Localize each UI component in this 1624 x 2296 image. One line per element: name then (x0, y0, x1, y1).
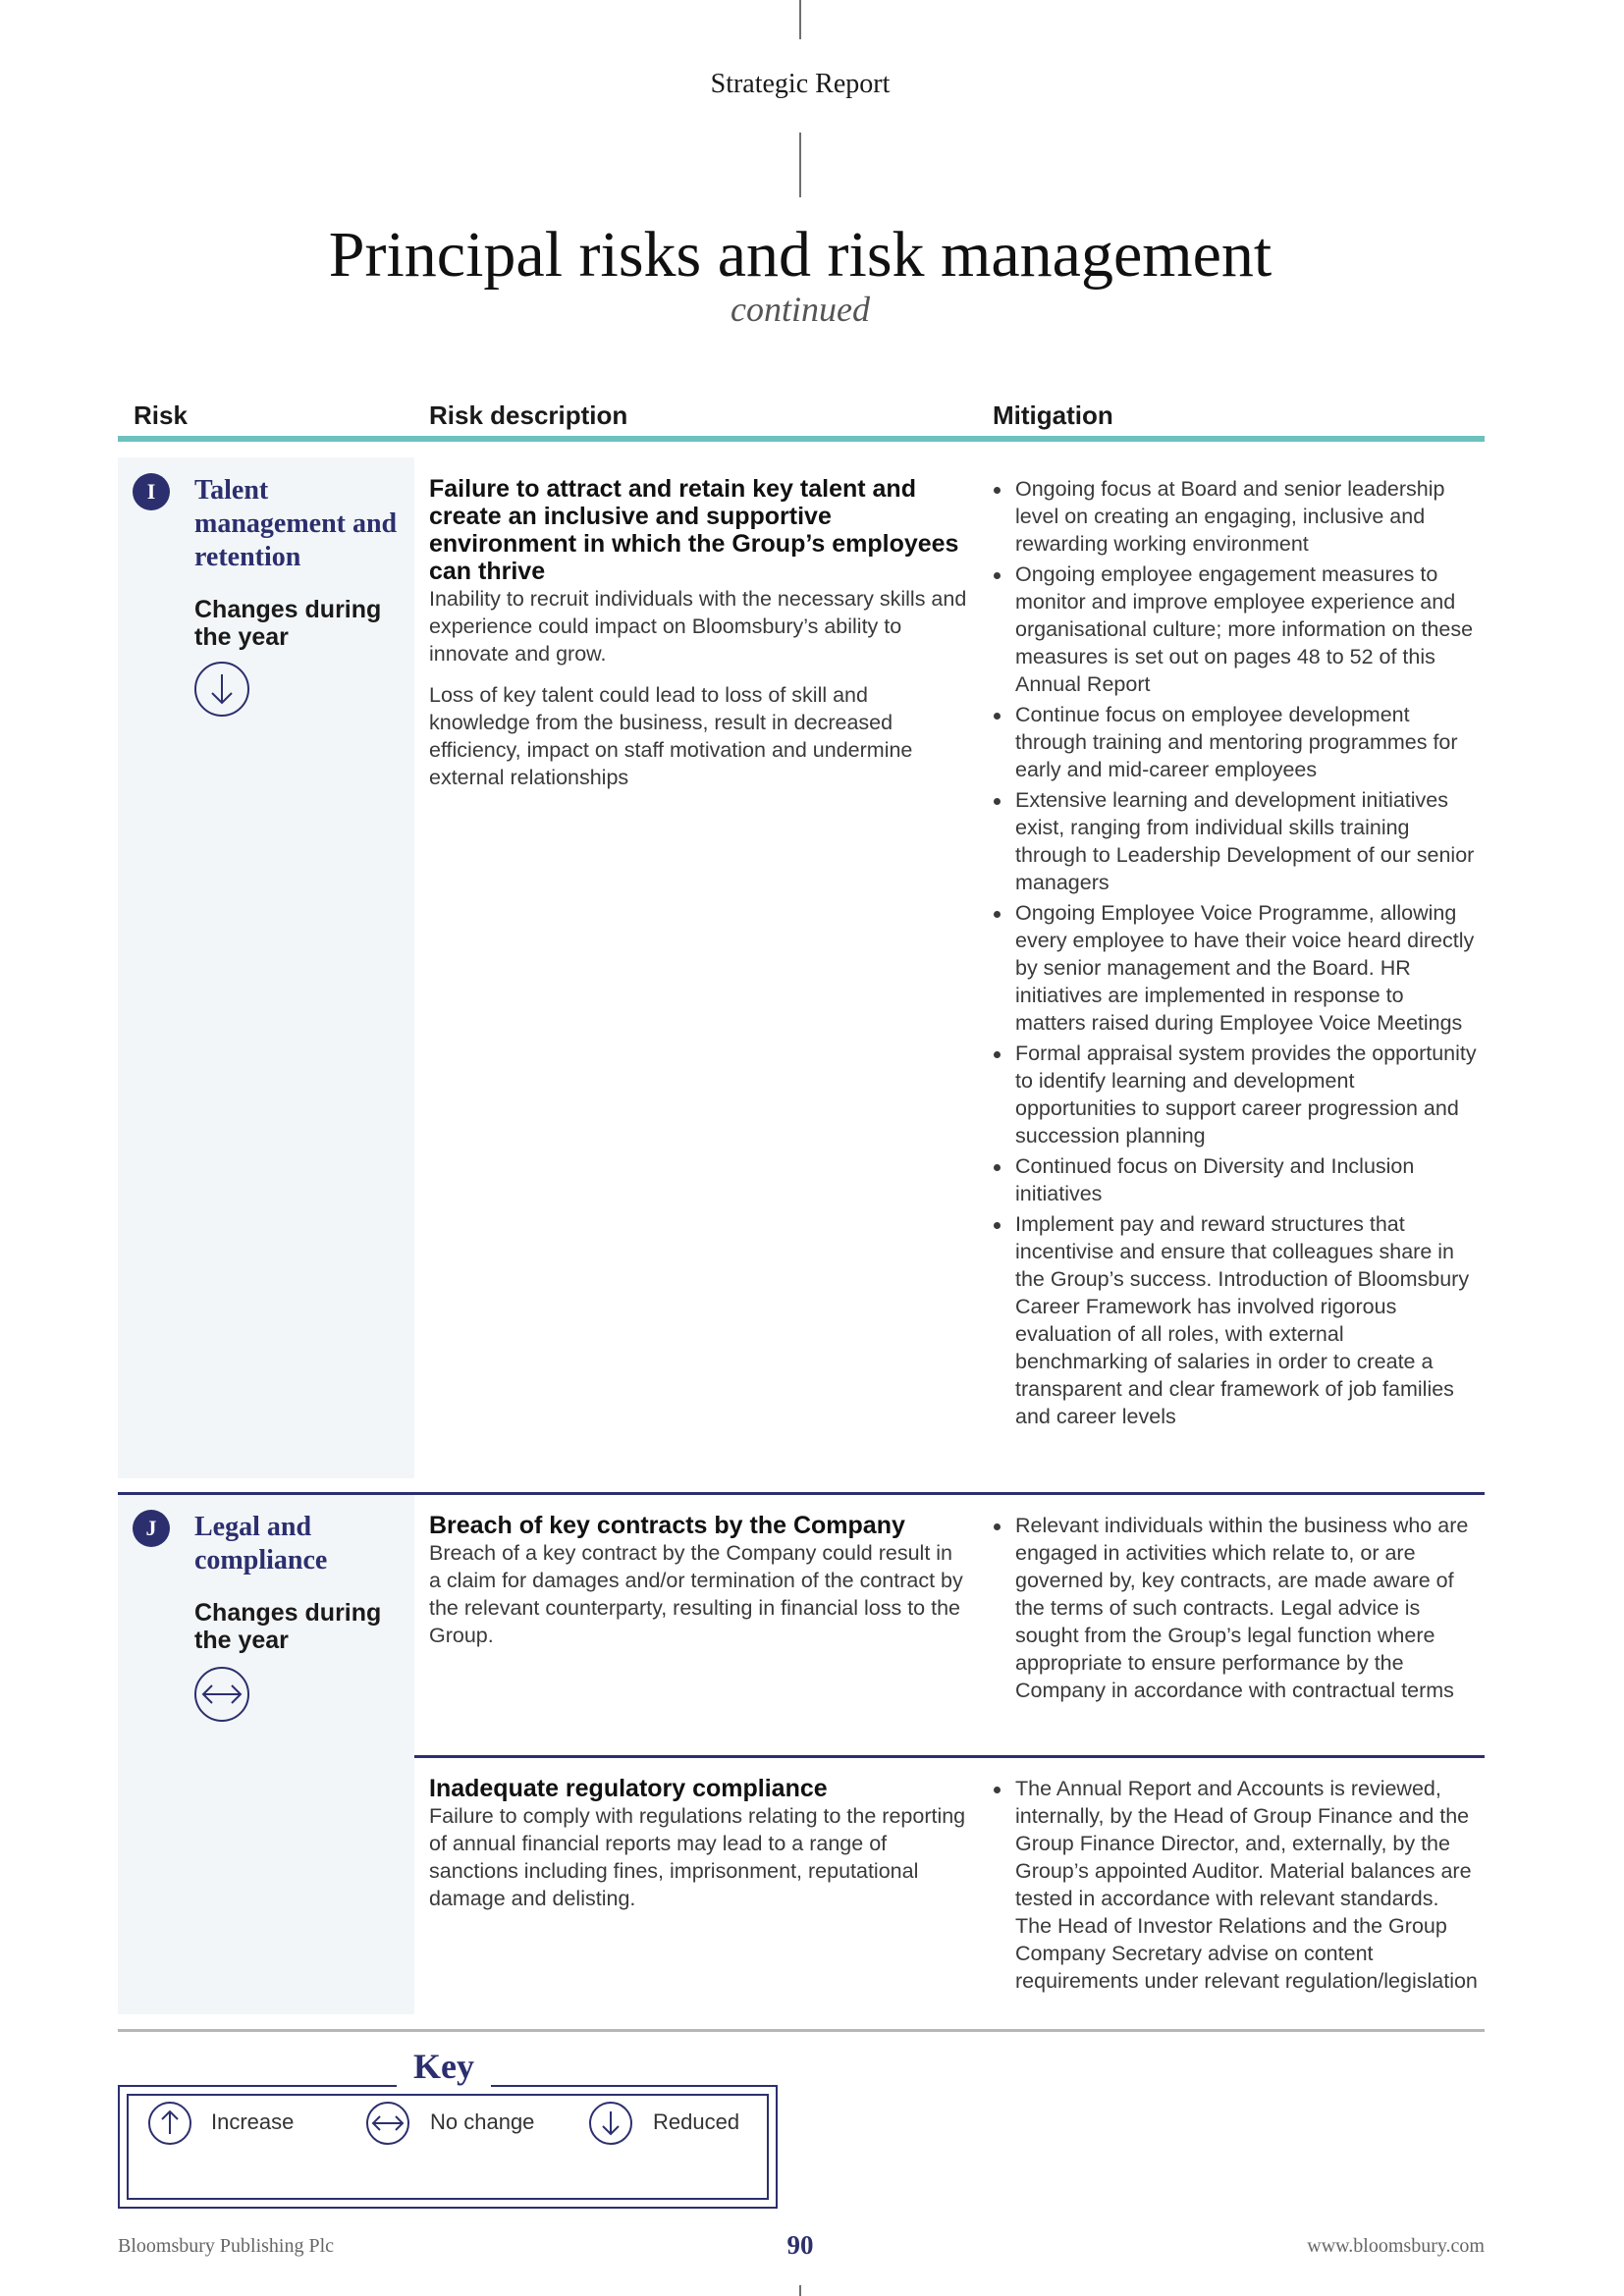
risk-description-talent (429, 475, 967, 805)
risk-description-paragraph: Failure to comply with regulations relating to the reporting of annual financial reports may lead to a range of sanctions including fines, imprisonment, reputational damage and delisting. (429, 1804, 966, 1910)
mitigation-item: Ongoing focus at Board and senior leadership level on creating an engaging, inclusive and rewarding working environment (988, 475, 1479, 558)
page-number: 90 (786, 2230, 814, 2260)
page-subtitle: continued (731, 290, 870, 329)
risk-description-title: Inadequate regulatory compliance (429, 1775, 828, 1802)
mitigation-item: Ongoing Employee Voice Programme, allowing every employee to have their voice heard directly by senior management and the Board. HR initiatives are implemented in response to matters raised during Employee Voice Meetings (988, 899, 1479, 1037)
mitigation-item: Ongoing employee engagement measures to monitor and improve employee experience and organisational culture; more information on these measures is set out on pages 48 to 52 of this Annual Report (988, 561, 1479, 698)
key-label-reduced: Reduced (653, 2109, 740, 2134)
page-title: Principal risks and risk management (328, 219, 1272, 291)
footer-company: Bloomsbury Publishing Plc (118, 2235, 335, 2257)
arrow-down-circle-icon (588, 2101, 633, 2146)
mitigation-item: Relevant individuals within the business who are engaged in activities which relate to, or are governed by, key contracts, are made aware of the terms of such contracts. Legal advice is sought from the Group’s legal function where appropriate to ensure performance by the Company in accordance with contractual terms (988, 1512, 1479, 1704)
risk-description-paragraph: Inability to recruit individuals with the necessary skills and experience could impact on Bloomsbury’s ability to innovate and grow. (429, 587, 967, 666)
mitigation-list-breach (988, 1512, 1479, 1707)
bottom-divider-line (799, 2285, 801, 2296)
risk-badge-i: I (133, 473, 170, 510)
section-label: Strategic Report (710, 69, 891, 99)
risk-description-regulatory (429, 1775, 967, 1926)
risk-name-legal: Legal and compliance (194, 1512, 328, 1575)
header-divider-line (799, 133, 801, 197)
arrow-up-circle-icon (147, 2101, 192, 2146)
arrow-left-right-circle-icon (365, 2101, 410, 2146)
risk-description-title: Failure to attract and retain key talent and create an inclusive and supportive environment in which the Group’s employees can thrive (429, 475, 959, 585)
key-label-increase: Increase (211, 2109, 295, 2134)
footer-website[interactable]: www.bloomsbury.com (1307, 2235, 1485, 2257)
mitigation-item: Extensive learning and development initiatives exist, ranging from individual skills training through to Leadership Development of our senior managers (988, 786, 1479, 896)
mitigation-item: The Annual Report and Accounts is reviewed, internally, by the Head of Group Finance and the Group Finance Director, and, externally, by the Group’s appointed Auditor. Material balances are tested in accordance with relevant standards. The Head of Investor Relations and the Group Company Secretary advise on content requirements under relevant regulation/legislation (988, 1775, 1479, 1995)
risk-description-breach (429, 1512, 967, 1663)
changes-label: Changes during the year (194, 596, 382, 651)
arrow-left-right-circle-icon (193, 1666, 250, 1723)
risk-description-paragraph: Loss of key talent could lead to loss of skill and knowledge from the business, result in decreased efficiency, impact on staff motivation and undermine external relationships (429, 683, 913, 789)
risk-description-title: Breach of key contracts by the Company (429, 1512, 905, 1539)
column-header-mitigation: Mitigation (993, 400, 1113, 430)
risk-badge-j: J (133, 1510, 170, 1547)
table-bottom-rule (118, 2029, 1485, 2032)
key-label-no-change: No change (430, 2109, 535, 2134)
key-legend (118, 2085, 778, 2209)
column-header-risk: Risk (134, 400, 188, 430)
risk-divider (118, 1492, 1485, 1495)
top-divider-line (799, 0, 801, 39)
mitigation-item: Formal appraisal system provides the opportunity to identify learning and development opportunities to support career progression and succession planning (988, 1040, 1479, 1149)
arrow-down-circle-icon (193, 661, 250, 718)
changes-label: Changes during the year (194, 1599, 382, 1654)
item-divider (414, 1755, 1485, 1758)
column-header-risk-description: Risk description (429, 400, 628, 430)
mitigation-list-regulatory (988, 1775, 1479, 1998)
key-title: Key (397, 2046, 491, 2087)
risk-name-talent: Talent management and retention (194, 475, 398, 572)
mitigation-item: Implement pay and reward structures that incentivise and ensure that colleagues share in the Group’s success. Introduction of Bloomsbury Career Framework has involved rigorous evaluation of all roles, with external benchmarking of salaries in order to create a transparent and clear framework of job families and career levels (988, 1210, 1479, 1430)
mitigation-list-talent (988, 475, 1479, 1433)
mitigation-item: Continued focus on Diversity and Inclusion initiatives (988, 1152, 1479, 1207)
mitigation-item: Continue focus on employee development through training and mentoring programmes for early and mid-career employees (988, 701, 1479, 783)
header-rule (118, 436, 1485, 442)
risk-description-paragraph: Breach of a key contract by the Company could result in a claim for damages and/or termination of the contract by the relevant counterparty, resulting in financial loss to the Group. (429, 1541, 963, 1647)
